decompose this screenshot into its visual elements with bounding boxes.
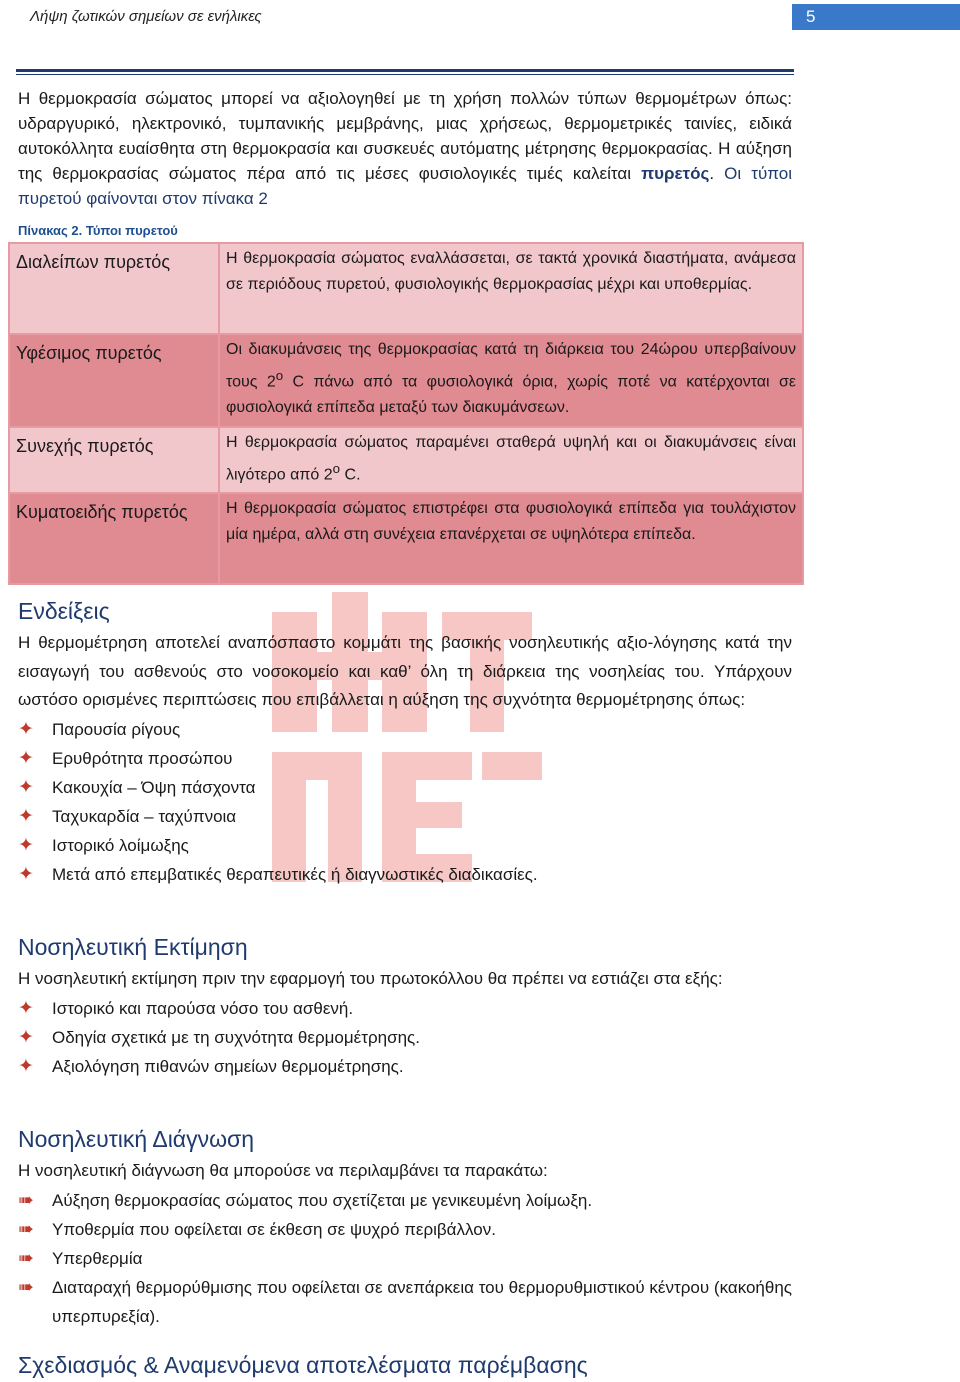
header-rule (16, 69, 794, 72)
star-bullet-icon: ✦ (18, 863, 34, 885)
table-row (9, 334, 803, 427)
list-item: ➠ Υπερθερμία (18, 1244, 792, 1273)
star-bullet-icon: ✦ (18, 1055, 34, 1077)
fever-desc: Η θερμοκρασία σώματος επιστρέφει στα φυσιολογικά επίπεδα για τουλάχιστον μία ημέρα, αλλά στη συνέχεια επανέρχεται σε υψηλότερα επίπεδα. (219, 493, 803, 584)
list-item: ➠ Αύξηση θερμοκρασίας σώματος που σχετίζεται με γενικευμένη λοίμωξη. (18, 1186, 792, 1215)
fever-name: Διαλείπων πυρετός (9, 243, 219, 334)
list-item: ✦ Ιστορικό και παρούσα νόσο του ασθενή. (18, 994, 792, 1023)
header-rule-thin (16, 74, 794, 75)
list-item: ✦ Οδηγία σχετικά με τη συχνότητα θερμομέτρησης. (18, 1023, 792, 1052)
diagnosis-text: Η νοσηλευτική διάγνωση θα μπορούσε να περιλαμβάνει τα παρακάτω: (18, 1161, 548, 1180)
intro-section (18, 84, 792, 240)
intro-tail: Οι τύποι πυρετού φαίνονται στον πίνακα 2 (18, 164, 792, 208)
list-item: ✦ Αξιολόγηση πιθανών σημείων θερμομέτρησης. (18, 1052, 792, 1081)
bold-term: πυρετός (641, 164, 710, 183)
list-item: ✦ Ταχυκαρδία – ταχύπνοια (18, 802, 792, 831)
star-bullet-icon: ✦ (18, 718, 34, 740)
diagnosis-heading: Νοσηλευτική Διάγνωση (18, 1126, 255, 1152)
table-row (9, 243, 803, 334)
star-bullet-icon: ✦ (18, 1026, 34, 1048)
list-item: ➠ Διαταραχή θερμορύθμισης που οφείλεται σε ανεπάρκεια του θερμορυθμιστικού κέντρου (κακοήθης υπερπυρεξία). (18, 1273, 792, 1331)
assessment-text: Η νοσηλευτική εκτίμηση πριν την εφαρμογή του πρωτοκόλλου θα πρέπει να εστιάζει στα εξής: (18, 969, 723, 988)
indications-heading: Ενδείξεις (18, 598, 110, 624)
fever-name: Κυματοειδής πυρετός (9, 493, 219, 584)
star-bullet-icon: ✦ (18, 776, 34, 798)
arrow-bullet-icon: ➠ (18, 1247, 34, 1269)
intro-paragraph: Η θερμοκρασία σώματος μπορεί να αξιολογηθεί με τη χρήση πολλών τύπων θερμομέτρων όπως: υδραργυρικό, ηλεκτρονικό, τυμπανικής μεμβράνης, μιας χρήσεως, θερμομετρικές ταινίες, ειδικά αυτοκόλλητα ευαίσθητα στη θερμοκρασία και συσκευές αυτόματης μέτρησης θερμοκρασίας. Η αύξηση της θερμοκρασίας σώματος πέρα από τις μέσες φυσιολογικές τιμές καλείται πυρετός. Οι τύποι πυρετού φαίνονται στον πίνακα 2 (18, 89, 792, 208)
star-bullet-icon: ✦ (18, 997, 34, 1019)
planning-heading: Σχεδιασμός & Αναμενόμενα αποτελέσματα παρέμβασης (18, 1352, 588, 1378)
assessment-section (18, 932, 792, 1081)
arrow-bullet-icon: ➠ (18, 1276, 34, 1298)
list-item: ➠ Υποθερμία που οφείλεται σε έκθεση σε ψυχρό περιβάλλον. (18, 1215, 792, 1244)
assessment-heading: Νοσηλευτική Εκτίμηση (18, 934, 248, 960)
fever-types-table (8, 242, 804, 585)
diagnosis-section (18, 1124, 792, 1331)
list-item: ✦ Κακουχία – Όψη πάσχοντα (18, 773, 792, 802)
list-item: ✦ Ιστορικό λοίμωξης (18, 831, 792, 860)
assessment-list (18, 994, 792, 1081)
star-bullet-icon: ✦ (18, 805, 34, 827)
fever-desc: Η θερμοκρασία σώματος παραμένει σταθερά υψηλή και οι διακυμάνσεις είναι λιγότερο από $2^o$ C. (219, 427, 803, 493)
fever-desc: Οι διακυμάνσεις της θερμοκρασίας κατά τη διάρκεια του 24ώρου υπερβαίνουν τους $2^o$ C πάνω από τα φυσιολογικά όρια, χωρίς ποτέ να κατέρχονται σε φυσιολογικά επίπεδα μεταξύ των διακυμάνσεων. (219, 334, 803, 427)
indications-text: Η θερμομέτρηση αποτελεί αναπόσπαστο κομμάτι της βασικής νοσηλευτικής αξιο-λόγησης κατά την εισαγωγή του ασθενούς στο νοσοκομείο και καθ’ όλη τη διάρκεια της νοσηλείας του. Υπάρχουν ωστόσο ορισμένες περιπτώσεις που επιβάλλεται η αύξηση της συχνότητα θερμομέτρησης όπως: (18, 633, 792, 709)
fever-name: Συνεχής πυρετός (9, 427, 219, 493)
fever-desc: Η θερμοκρασία σώματος εναλλάσσεται, σε τακτά χρονικά διαστήματα, ανάμεσα σε περιόδους πυρετού, φυσιολογικής θερμοκρασίας μέχρι και υποθερμίας. (219, 243, 803, 334)
header-title: Λήψη ζωτικών σημείων σε ενήλικες (30, 8, 262, 25)
page-header (0, 0, 960, 34)
page-number: 5 (792, 4, 960, 30)
indications-list (18, 715, 792, 889)
planning-section (18, 1350, 792, 1380)
table-row (9, 427, 803, 493)
indications-section (18, 596, 792, 889)
diagnosis-list (18, 1186, 792, 1331)
star-bullet-icon: ✦ (18, 834, 34, 856)
star-bullet-icon: ✦ (18, 747, 34, 769)
list-item: ✦ Ερυθρότητα προσώπου (18, 744, 792, 773)
table-caption: Πίνακας 2. Τύποι πυρετού (18, 223, 178, 238)
list-item: ✦ Μετά από επεμβατικές θεραπευτικές ή διαγνωστικές διαδικασίες. (18, 860, 792, 889)
arrow-bullet-icon: ➠ (18, 1189, 34, 1211)
list-item: ✦ Παρουσία ρίγους (18, 715, 792, 744)
arrow-bullet-icon: ➠ (18, 1218, 34, 1240)
fever-name: Υφέσιμος πυρετός (9, 334, 219, 427)
table-row (9, 493, 803, 584)
